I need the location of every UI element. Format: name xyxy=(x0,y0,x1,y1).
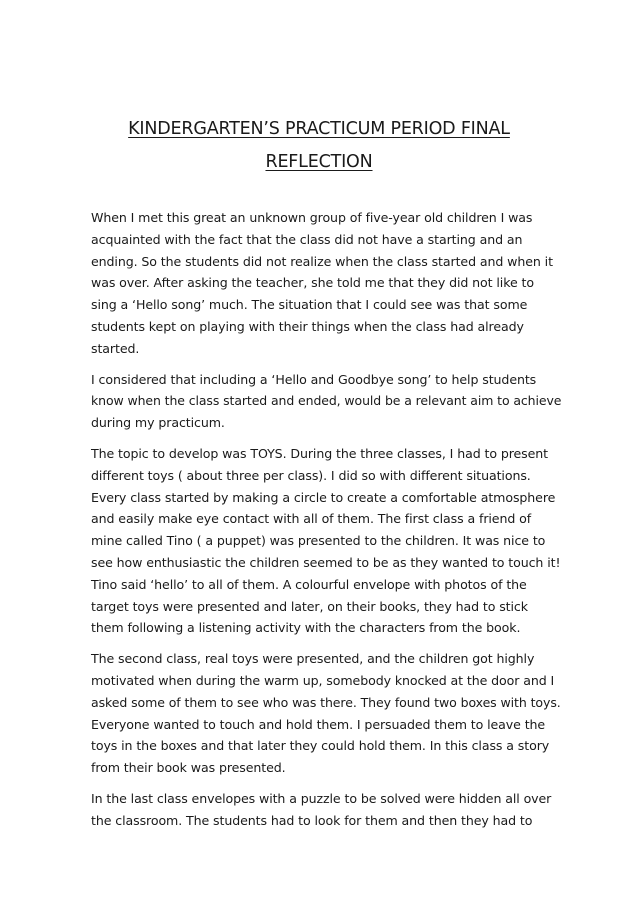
text-line: Every class started by making a circle to create a comfortable atmosphere xyxy=(91,489,556,505)
text-line: know when the class started and ended, would be a relevant aim to achieve xyxy=(91,393,562,409)
text-line: toys in the boxes and that later they could hold them. In this class a story xyxy=(91,738,550,754)
text-line: students kept on playing with their things when the class had already xyxy=(91,318,524,334)
text-line: target toys were presented and later, on their books, they had to stick xyxy=(91,598,528,614)
text-line: the classroom. The students had to look for them and then they had to xyxy=(91,812,533,828)
text-line: see how enthusiastic the children seemed to be as they wanted to touch it! xyxy=(91,554,561,570)
text-line: mine called Tino ( a puppet) was presented to the children. It was nice to xyxy=(91,533,546,549)
text-line: and easily make eye contact with all of them. The first class a friend of xyxy=(91,511,532,527)
text-line: during my practicum. xyxy=(91,415,225,431)
text-line: them following a listening activity with the characters from the book. xyxy=(91,620,521,636)
text-line: I considered that including a ‘Hello and Goodbye song’ to help students xyxy=(91,371,537,387)
text-line: sing a ‘Hello song’ much. The situation that I could see was that some xyxy=(91,297,528,313)
text-line: asked some of them to see who was there. They found two boxes with toys. xyxy=(91,694,561,710)
paragraph-1 xyxy=(91,207,561,360)
paragraph-3 xyxy=(91,443,561,639)
text-line: In the last class envelopes with a puzzle to be solved were hidden all over xyxy=(91,790,552,806)
text-line: started. xyxy=(91,340,140,356)
text-line: different toys ( about three per class). I did so with different situations. xyxy=(91,467,531,483)
text-line: motivated when during the warm up, somebody knocked at the door and I xyxy=(91,672,555,688)
text-line: acquainted with the fact that the class did not have a starting and an xyxy=(91,231,523,247)
document-title xyxy=(60,113,578,179)
text-line: When I met this great an unknown group of five-year old children I was xyxy=(91,210,533,225)
text-line: Everyone wanted to touch and hold them. I persuaded them to leave the xyxy=(91,716,546,732)
paragraph-2 xyxy=(91,369,561,434)
text-line: Tino said ‘hello’ to all of them. A colourful envelope with photos of the xyxy=(91,576,527,592)
paragraph-5 xyxy=(91,788,561,832)
paragraph-4 xyxy=(91,648,561,779)
text-line: was over. After asking the teacher, she told me that they did not like to xyxy=(91,275,534,291)
text-line: ending. So the students did not realize when the class started and when it xyxy=(91,253,553,269)
text-line: from their book was presented. xyxy=(91,760,286,776)
document-body xyxy=(91,207,561,841)
title-line-2: REFLECTION xyxy=(265,152,373,172)
title-line-1: KINDERGARTEN’S PRACTICUM PERIOD FINAL xyxy=(128,119,510,139)
text-line: The second class, real toys were presented, and the children got highly xyxy=(91,651,535,667)
text-line: The topic to develop was TOYS. During the three classes, I had to present xyxy=(91,445,549,461)
